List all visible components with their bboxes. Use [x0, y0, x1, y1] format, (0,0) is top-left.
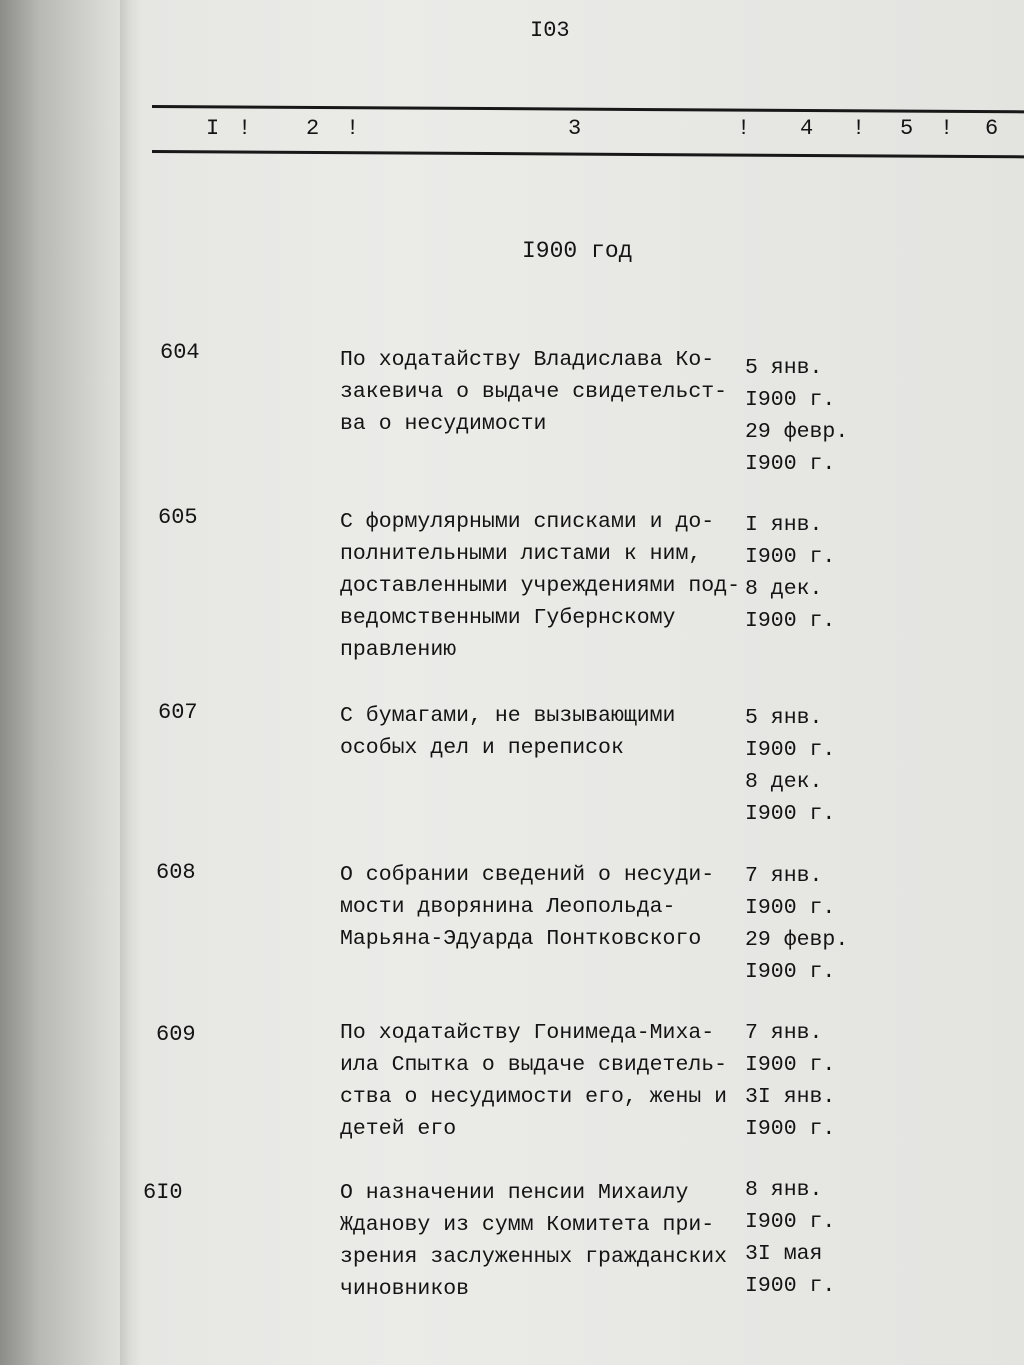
column-separator: !: [346, 116, 360, 141]
entry-dates: I янв. I900 г. 8 дек. I900 г.: [745, 513, 836, 633]
entry-dates: 5 янв. I900 г. 29 февр. I900 г.: [745, 356, 849, 476]
entry-number: 607: [158, 700, 198, 725]
entry-description: С формулярными списками и до- полнительными листами к ним, доставленными учреждениями под- ведомственными Губернскому правлению: [340, 510, 740, 662]
header-rule-top: [152, 105, 1024, 113]
column-3-label: 3: [568, 116, 582, 141]
entry-dates: 5 янв. I900 г. 8 дек. I900 г.: [745, 706, 836, 826]
entry-description: О назначении пенсии Михаилу Жданову из сумм Комитета при- зрения заслуженных гражданских чиновников: [340, 1181, 728, 1301]
column-separator: !: [737, 116, 751, 141]
entry-dates: 7 янв. I900 г. 3I янв. I900 г.: [745, 1021, 836, 1141]
year-heading: I900 год: [522, 238, 633, 264]
binding-gutter: [120, 0, 142, 1365]
entry-number: 6I0: [143, 1180, 183, 1205]
header-rule-bottom: [152, 150, 1024, 158]
entry-dates: 8 янв. I900 г. 3I мая I900 г.: [745, 1178, 836, 1298]
entry-description: О собрании сведений о несуди- мости дворянина Леопольда- Марьяна-Эдуарда Понтковского: [340, 863, 715, 951]
entry-description: По ходатайству Гонимеда-Миха- ила Спытка о выдаче свидетель- ства о несудимости его, жены и детей его: [340, 1021, 728, 1141]
entry-number: 608: [156, 860, 196, 885]
entry-dates: 7 янв. I900 г. 29 февр. I900 г.: [745, 864, 849, 984]
column-separator: !: [852, 116, 866, 141]
entry-description: По ходатайству Владислава Ко- закевича о выдаче свидетельст- ва о несудимости: [340, 348, 728, 436]
entry-description: С бумагами, не вызывающими особых дел и переписок: [340, 704, 676, 760]
column-separator: !: [940, 116, 954, 141]
column-5-label: 5: [900, 116, 914, 141]
column-4-label: 4: [800, 116, 814, 141]
entry-number: 609: [156, 1022, 196, 1047]
column-6-label: 6: [985, 116, 999, 141]
column-2-label: 2: [306, 116, 320, 141]
column-1-label: I: [206, 116, 220, 141]
page-number: I03: [530, 18, 570, 43]
entry-number: 604: [160, 340, 200, 365]
column-separator: !: [238, 116, 252, 141]
entry-number: 605: [158, 505, 198, 530]
